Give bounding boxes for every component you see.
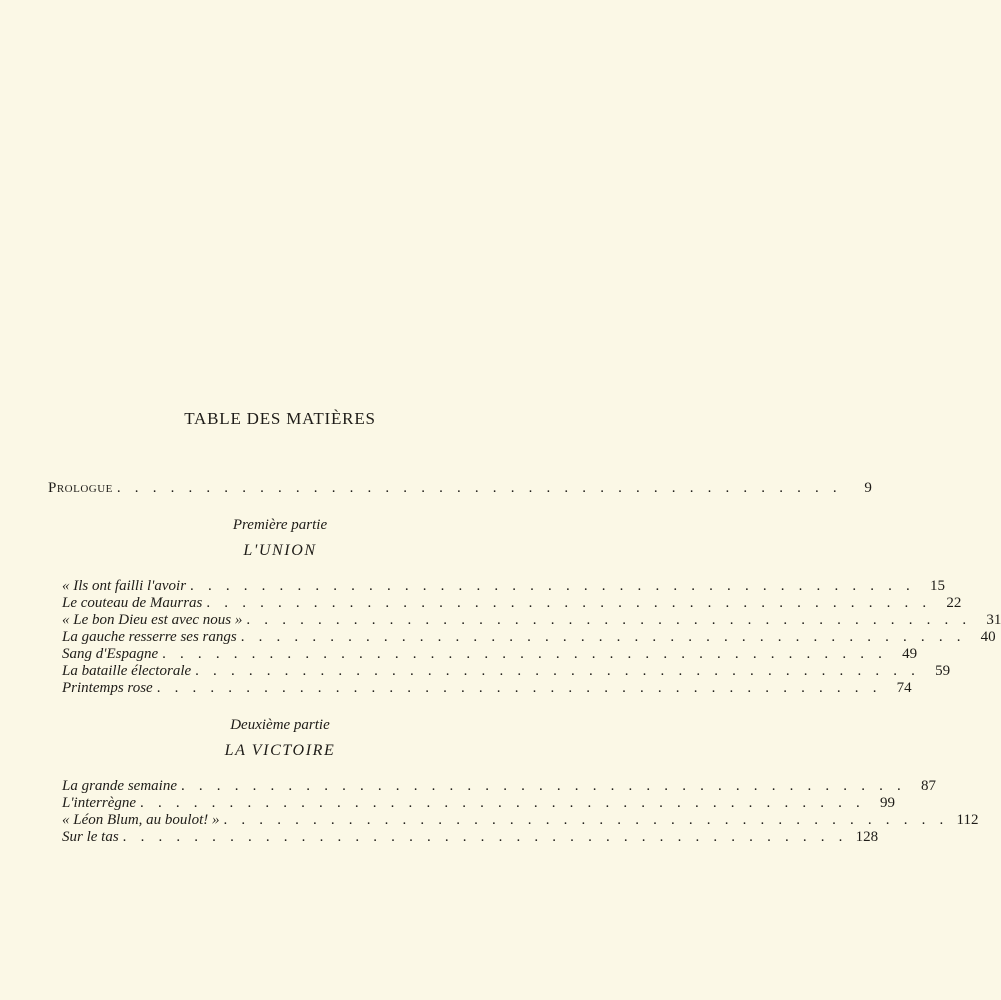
toc-entry-page: 112 <box>956 812 979 828</box>
toc-entry-prologue[interactable] <box>48 479 872 497</box>
part-title: L'UNION <box>243 542 317 559</box>
toc-entry-label: « Léon Blum, au boulot! » <box>62 812 220 828</box>
page-title: TABLE DES MATIÈRES <box>184 409 376 428</box>
toc-entry-label: La gauche resserre ses rangs <box>62 629 237 645</box>
part-label: Première partie <box>232 517 328 533</box>
toc-entry[interactable] <box>62 794 895 812</box>
toc-entry-label: L'interrègne <box>62 795 137 811</box>
toc-entry-label: La bataille électorale <box>62 663 192 679</box>
toc-entry[interactable] <box>62 662 951 680</box>
toc-entry-label: Prologue <box>48 480 113 496</box>
dot-leader: . . . . . . . . . . . . . . . . . . . . . . . . . . . . . . . . . . . . . . . . . <box>181 778 906 794</box>
dot-leader: . . . . . . . . . . . . . . . . . . . . . . . . . . . . . . . . . . . . . . . . . <box>116 480 842 496</box>
dot-leader: . . . . . . . . . . . . . . . . . . . . . . . . . . . . . . . . . . . . . . . . . <box>156 680 882 696</box>
toc-entry-page: 40 <box>980 629 996 645</box>
toc-entry-label: Printemps rose <box>62 680 153 696</box>
toc-entry-label: Sur le tas <box>62 829 119 845</box>
dot-leader: . . . . . . . . . . . . . . . . . . . . . . . . . . . . . . . . . . . . . . . . . <box>240 629 966 645</box>
dot-leader: . . . . . . . . . . . . . . . . . . . . . . . . . . . . . . . . . . . . . . . . . <box>246 612 972 628</box>
toc-entry[interactable] <box>62 679 912 697</box>
toc-entry-page: 22 <box>946 595 962 611</box>
toc-entry-page: 31 <box>986 612 1001 628</box>
part-label: Deuxième partie <box>230 717 330 733</box>
toc-entry-label: « Ils ont failli l'avoir <box>62 578 187 594</box>
toc-entry-page: 15 <box>930 578 945 594</box>
toc-entry[interactable] <box>62 594 962 612</box>
dot-leader: . . . . . . . . . . . . . . . . . . . . . . . . . . . . . . . . . . . . . . . . . <box>162 646 888 662</box>
toc-entry[interactable] <box>62 811 979 829</box>
toc-entry[interactable] <box>62 645 918 663</box>
toc-entry-label: Sang d'Espagne <box>62 646 159 662</box>
dot-leader: . . . . . . . . . . . . . . . . . . . . . . . . . . . . . . . . . . . . . . . . . <box>206 595 932 611</box>
toc-entry[interactable] <box>62 628 996 646</box>
toc-entry[interactable] <box>62 611 1001 629</box>
toc-entry-label: La grande semaine <box>62 778 177 794</box>
toc-entry-page: 59 <box>935 663 951 679</box>
dot-leader: . . . . . . . . . . . . . . . . . . . . . . . . . . . . . . . . . . . . . . . . . <box>223 812 949 828</box>
toc-entry-label: « Le bon Dieu est avec nous » <box>62 612 243 628</box>
dot-leader: . . . . . . . . . . . . . . . . . . . . . . . . . . . . . . . . . . . . . . . . . <box>190 578 915 594</box>
toc-entry-page: 74 <box>896 680 912 696</box>
toc-entry-page: 87 <box>920 778 936 794</box>
toc-entry-page: 9 <box>864 480 872 496</box>
toc-entry-page: 128 <box>855 829 879 845</box>
part-title: LA VICTOIRE <box>224 742 336 759</box>
dot-leader: . . . . . . . . . . . . . . . . . . . . . . . . . . . . . . . . . . . . . . . . . <box>195 663 921 679</box>
toc-entry[interactable] <box>62 777 936 795</box>
toc-entry-page: 49 <box>902 646 918 662</box>
toc-entry-label: Le couteau de Maurras <box>62 595 203 611</box>
toc-entry-page: 99 <box>880 795 895 811</box>
dot-leader: . . . . . . . . . . . . . . . . . . . . . . . . . . . . . . . . . . . . . . . . . <box>122 829 848 845</box>
toc-entry[interactable] <box>62 577 945 595</box>
toc-entry[interactable] <box>62 828 879 846</box>
dot-leader: . . . . . . . . . . . . . . . . . . . . . . . . . . . . . . . . . . . . . . . . . <box>140 795 865 811</box>
